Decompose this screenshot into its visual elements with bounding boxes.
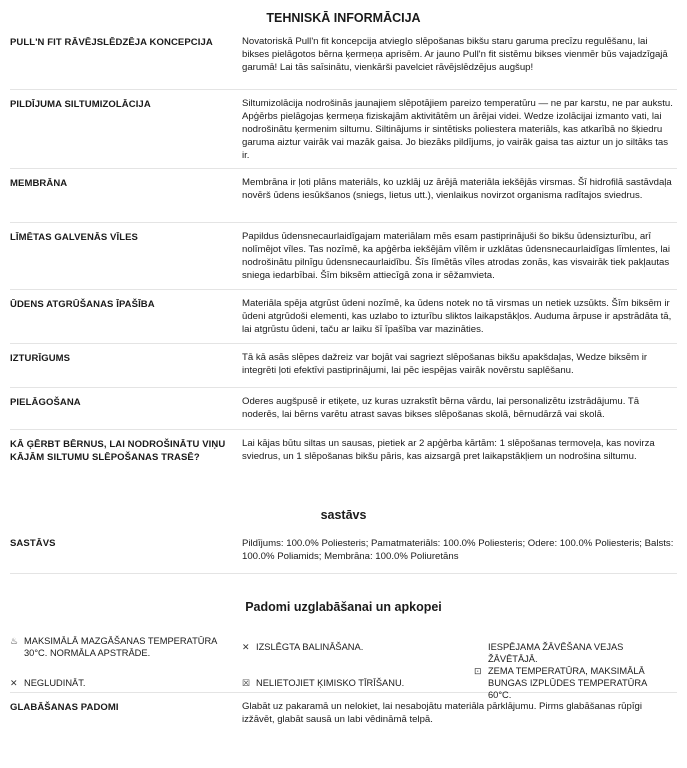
care-instructions — [10, 629, 677, 700]
tech-row-membrane — [10, 169, 677, 223]
tumble-dry-icon: ⊡ — [474, 666, 482, 676]
tech-row-label: PIELĀGOŠANA — [10, 397, 81, 408]
care-column — [10, 635, 242, 692]
tech-row-insulation — [10, 90, 677, 169]
tech-row-text: Oderes augšpusē ir etiķete, uz kuras uzrakstīt bērna vārdu, lai personalizētu izstrādājumu. Tā noderēs, lai bērns varētu atrast savas bikses slēpošanas skolā, bērnudārzā vai skolā. — [242, 396, 640, 420]
tech-row-text: Materiāla spēja atgrūst ūdeni nozīmē, ka ūdens notek no tā virsmas un netiek uzsūkts. Šīm biksēm ir ūdeni atgrūdoši elementi, kas uzlabo to izturību sliktos laikapstākļos. Auduma ārpuse ir apstrādāta tā, lai atgrūstu ūdeni, taču ar laiku šī īpašība var mazināties. — [242, 298, 672, 335]
tech-row-taped-seams — [10, 223, 677, 290]
care-item-text: NEGLUDINĀT. — [24, 678, 86, 688]
care-column — [474, 635, 677, 700]
care-item-text: NELIETOJIET ĶIMISKO TĪRĪŠANU. — [256, 678, 405, 688]
tech-row-label: IZTURĪGUMS — [10, 353, 71, 364]
composition-title: sastāvs — [320, 508, 367, 522]
tech-row-label: ŪDENS ATGRŪŠANAS ĪPAŠĪBA — [10, 299, 155, 310]
storage-row — [10, 693, 677, 735]
tech-row-label: LĪMĒTAS GALVENĀS VĪLES — [10, 232, 138, 243]
tech-row-label: KĀ ĢĒRBT BĒRNUS, LAI NODROŠINĀTU VIŅU KĀJĀM SILTUMU SLĒPOŠANAS TRASĒ? — [10, 439, 226, 463]
tech-row-text: Tā kā asās slēpes dažreiz var bojāt vai sagriezt slēpošanas bikšu apakšdaļas, Wedze biksēm ir integrēti ļoti efektīvi pastiprinājumi, lai pēc iespējas vairāk novērstu saplēšanu. — [242, 352, 648, 376]
tech-row-text: Lai kājas būtu siltas un sausas, pietiek ar 2 apģērba kārtām: 1 slēpošanas termoveļa, kas novirza sviedrus, un 1 slēpošanas bikšu pāris, kas aizsargā pret laikapstākļiem un nodrošina siltumu. — [242, 438, 655, 462]
care-item-text: ZEMA TEMPERATŪRA, MAKSIMĀLĀ BUNGAS IZPLŪDES TEMPERATŪRA 60°C. — [488, 666, 647, 700]
composition-text: Pildījums: 100.0% Poliesteris; Pamatmateriāls: 100.0% Poliesteris; Odere: 100.0% Poliesteris; Balsts: 100.0% Poliamids; Membrāna: 100.0% Poliuretāns — [242, 538, 674, 562]
no-bleach-icon: ✕ — [242, 642, 250, 652]
care-item-text: IESPĒJAMA ŽĀVĒŠANA VEJAS ŽĀVĒTĀJĀ. — [488, 642, 624, 664]
composition-label: SASTĀVS — [10, 538, 56, 549]
tech-row-text: Papildus ūdensnecaurlaidīgajam materiālam mēs esam pastiprinājuši šo bikšu ūdensizturību, arī nolīmējot vīles. Tas nozīmē, ka apģērba iekšējām vīlēm ir uzklātas ūdensnecaurlaidīgas līmlentes, lai nodrošinātu pilnīgu ūdensnecaurlaidību. Šīs līmētās vīles atrodas zonās, kas visvairāk tiek pakļautas sniega iedarbībai. Šīm biksēm attiecīgā zona ir sēžamvieta. — [242, 231, 671, 281]
tech-row-durability — [10, 344, 677, 388]
care-column — [242, 635, 474, 692]
no-dry-clean-icon: ☒ — [242, 678, 251, 688]
tech-row-text: Siltumizolācija nodrošinās jaunajiem slēpotājiem pareizo temperatūru — ne par karstu, ne par aukstu. Apģērbs pielāgojas ķermeņa fiziskajām aktivitātēm un ārējai videi. Wedze izolācijai izmanto vati, lai nodrošinātu ķermenim siltumu. Siltinājums ir sintētisks poliestera materiāls, kas atkarībā no šķiedru garuma aiztur vairāk vai mazāk gaisa. Jo biezāks pildījums, jo vairāk gaisa tas aiztur un jo siltāks tas ir. — [242, 98, 673, 161]
composition-row — [10, 534, 677, 574]
no-iron-icon: ✕ — [10, 678, 18, 688]
storage-text: Glabāt uz pakaramā un nelokiet, lai nesabojātu materiāla pārklājumu. Pirms glabāšanas rūpīgi izžāvēt, glabāt sausā un labi vēdināmā telpā. — [242, 701, 642, 725]
tech-row-label: PILDĪJUMA SILTUMIZOLĀCIJA — [10, 99, 151, 110]
tech-row-pullnfit — [10, 28, 677, 90]
care-item — [242, 677, 468, 689]
wash-tub-icon: ♨ — [10, 636, 19, 646]
care-item — [10, 635, 236, 677]
care-item — [10, 677, 236, 689]
tech-row-text: Membrāna ir ļoti plāns materiāls, ko uzklāj uz ārējā materiāla iekšējās virsmas. Šī hidrofilā sastāvdaļa novērš ūdens iesūkšanos (sniegs, lietus utt.), vienlaikus novirzot organisma radītajos sviedrus. — [242, 177, 672, 201]
tech-row-label: MEMBRĀNA — [10, 178, 68, 189]
tech-row-how-to-dress — [10, 430, 677, 482]
care-item-text: IZSLĒGTA BALINĀŠANA. — [256, 642, 364, 652]
care-item-text: MAKSIMĀLĀ MAZGĀŠANAS TEMPERATŪRA 30°C. NORMĀLA APSTRĀDE. — [24, 636, 217, 658]
tech-info-title: TEHNISKĀ INFORMĀCIJA — [266, 11, 421, 25]
storage-label: GLABĀŠANAS PADOMI — [10, 702, 119, 713]
tech-row-text: Novatoriskā Pull'n fit koncepcija atviegIo slēpošanas bikšu staru garuma precīzu regulēšanu, lai bikses pielāgotos bērna ķermeņa aprisēm. Ar jauno Pull'n fit sistēmu bikses vienmēr būs vajadzīgajā garumā! Lai tās saīsinātu, vienkārši pavelciet rāvējslēdzējus augšup! — [242, 36, 668, 73]
care-item — [242, 635, 468, 677]
tech-row-water-repellent — [10, 290, 677, 344]
tech-row-personalisation — [10, 388, 677, 430]
care-item — [474, 635, 671, 665]
tech-row-label: PULL'N FIT RĀVĒJSLĒDZĒJA KONCEPCIJA — [10, 37, 213, 48]
care-title: Padomi uzglabāšanai un apkopei — [245, 600, 442, 614]
